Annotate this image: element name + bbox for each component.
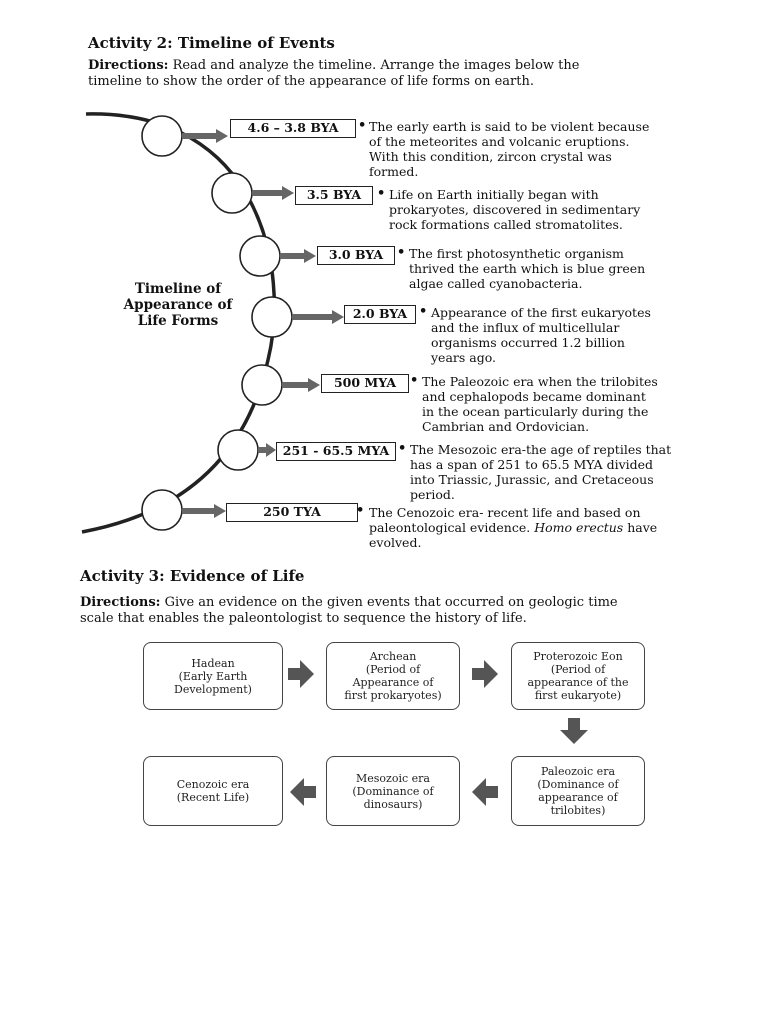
event-6-line-4: period. <box>410 487 455 502</box>
event-7-line-2 <box>369 520 689 535</box>
activity3-directions-line1: Give an evidence on the given events that occurred on geologic time <box>160 595 618 610</box>
archean-line-3: first prokaryotes) <box>344 689 442 702</box>
timeline-time-box-5: 500 MYA <box>321 374 409 393</box>
archean-line-2: Appearance of <box>352 676 434 689</box>
timeline-arrow-5 <box>282 378 320 392</box>
mesozoic-line-1: (Dominance of <box>352 784 434 798</box>
event-7-line-2-italic: Homo erectus <box>534 520 624 535</box>
event-4-line-2: and the influx of multicellular <box>431 320 620 335</box>
event-6-line-1: The Mesozoic era-the age of reptiles that <box>410 442 672 457</box>
timeline-center-label-line2: Appearance of <box>123 297 233 313</box>
activity2-directions-line2: timeline to show the order of the appearance of life forms on earth. <box>88 74 534 89</box>
timeline-center-label <box>108 281 248 329</box>
timeline-bullet-7: • <box>356 503 365 518</box>
timeline-arrow-2 <box>252 186 294 200</box>
timeline-bullet-4: • <box>419 304 428 319</box>
timeline-arrow-4 <box>292 310 344 324</box>
event-2-line-1: Life on Earth initially began with <box>389 187 599 202</box>
activity2-directions-label: Directions: <box>88 58 169 73</box>
activity3-directions-line2: scale that enables the paleontologist to sequence the history of life. <box>80 611 527 626</box>
timeline-arrow-7 <box>182 504 226 518</box>
activity2-title: Activity 2: Timeline of Events <box>88 34 335 52</box>
event-6-line-2: has a span of 251 to 65.5 MYA divided <box>410 457 654 472</box>
event-5-line-2: and cephalopods became dominant <box>422 389 646 404</box>
cenozoic-line-1: (Recent Life) <box>176 791 250 804</box>
flow-arrows <box>0 620 768 840</box>
event-3-line-1: The first photosynthetic organism <box>409 246 624 261</box>
timeline-circle-7 <box>142 490 182 530</box>
timeline-bullet-6: • <box>398 441 407 456</box>
timeline-bullet-5: • <box>410 373 419 388</box>
event-4-line-4: years ago. <box>431 350 497 365</box>
event-1-line-2: of the meteorites and volcanic eruptions. <box>369 134 630 149</box>
timeline-bullet-1: • <box>358 118 367 133</box>
timeline-event-4 <box>431 305 682 365</box>
archean-title: Archean <box>369 650 417 663</box>
timeline-circle-3 <box>240 236 280 276</box>
timeline-time-box-2: 3.5 BYA <box>295 186 373 205</box>
event-4-line-1: Appearance of the first eukaryotes <box>431 305 651 320</box>
timeline-center-label-line3: Life Forms <box>137 313 219 329</box>
proterozoic-line-2: appearance of the <box>527 676 629 689</box>
timeline-arrow-3 <box>280 249 316 263</box>
timeline-center-label-line1: Timeline of <box>134 281 222 297</box>
timeline-event-7 <box>369 505 689 550</box>
proterozoic-line-1: (Period of <box>550 663 606 676</box>
timeline-bullet-2: • <box>377 186 386 201</box>
timeline-time-box-6: 251 - 65.5 MYA <box>276 442 396 461</box>
timeline-circle-2 <box>212 173 252 213</box>
timeline-event-1 <box>369 119 681 179</box>
cenozoic-title: Cenozoic era <box>176 778 250 791</box>
flow-arrow-down <box>560 718 588 744</box>
event-1-line-4: formed. <box>369 164 419 179</box>
timeline-circle-1 <box>142 116 182 156</box>
event-7-line-2-end: have <box>623 520 658 535</box>
paleozoic-line-3: trilobites) <box>550 804 606 817</box>
timeline-event-5 <box>422 374 678 434</box>
paleozoic-line-2: appearance of <box>538 791 618 804</box>
mesozoic-title: Mesozoic era <box>356 771 430 785</box>
proterozoic-title: Proterozoic Eon <box>533 650 623 663</box>
hadean-title: Hadean <box>191 656 235 670</box>
event-4-line-3: organisms occurred 1.2 billion <box>431 335 625 350</box>
timeline-time-box-3: 3.0 BYA <box>317 246 395 265</box>
timeline-circle-6 <box>218 430 258 470</box>
event-5-line-1: The Paleozoic era when the trilobites <box>422 374 658 389</box>
timeline-event-6 <box>410 442 688 502</box>
flow-arrow-left-1 <box>472 778 498 806</box>
flow-arrow-right-1 <box>288 660 314 688</box>
paleozoic-title: Paleozoic era <box>540 765 616 778</box>
paleozoic-line-1: (Dominance of <box>537 778 619 791</box>
archean-line-1: (Period of <box>365 663 421 676</box>
event-2-line-2: prokaryotes, discovered in sedimentary <box>389 202 641 217</box>
hadean-line-2: Development) <box>174 682 252 696</box>
timeline-event-2 <box>389 187 677 232</box>
event-6-line-3: into Triassic, Jurassic, and Cretaceous <box>410 472 654 487</box>
timeline-arrow-6 <box>258 443 276 457</box>
flow-arrow-left-2 <box>290 778 316 806</box>
event-7-line-2-a: paleontological evidence. <box>369 520 535 535</box>
timeline-time-box-7: 250 TYA <box>226 503 358 522</box>
activity3-directions-label: Directions: <box>80 595 161 610</box>
timeline-circle-4 <box>252 297 292 337</box>
timeline-bullet-3: • <box>397 245 406 260</box>
activity3-title: Activity 3: Evidence of Life <box>80 567 305 585</box>
event-3-line-2: thrived the earth which is blue green <box>409 261 646 276</box>
timeline-arrow-1 <box>182 129 228 143</box>
timeline-time-box-1: 4.6 – 3.8 BYA <box>230 119 356 138</box>
timeline-time-box-4: 2.0 BYA <box>344 305 416 324</box>
event-1-line-3: With this condition, zircon crystal was <box>369 149 612 164</box>
event-2-line-3: rock formations called stromatolites. <box>389 217 623 232</box>
event-5-line-3: in the ocean particularly during the <box>422 404 649 419</box>
event-7-line-3: evolved. <box>369 535 422 550</box>
event-3-line-3: algae called cyanobacteria. <box>409 276 583 291</box>
mesozoic-line-2: dinosaurs) <box>363 797 423 811</box>
event-1-line-1: The early earth is said to be violent because <box>369 119 650 134</box>
flow-arrow-right-2 <box>472 660 498 688</box>
proterozoic-line-3: first eukaryote) <box>534 689 622 702</box>
hadean-line-1: (Early Earth <box>178 669 248 683</box>
activity2-directions-line1: Read and analyze the timeline. Arrange the images below the <box>168 58 580 73</box>
event-5-line-4: Cambrian and Ordovician. <box>422 419 590 434</box>
timeline-event-3 <box>409 246 677 291</box>
timeline-circle-5 <box>242 365 282 405</box>
event-7-line-1: The Cenozoic era- recent life and based on <box>369 505 641 520</box>
